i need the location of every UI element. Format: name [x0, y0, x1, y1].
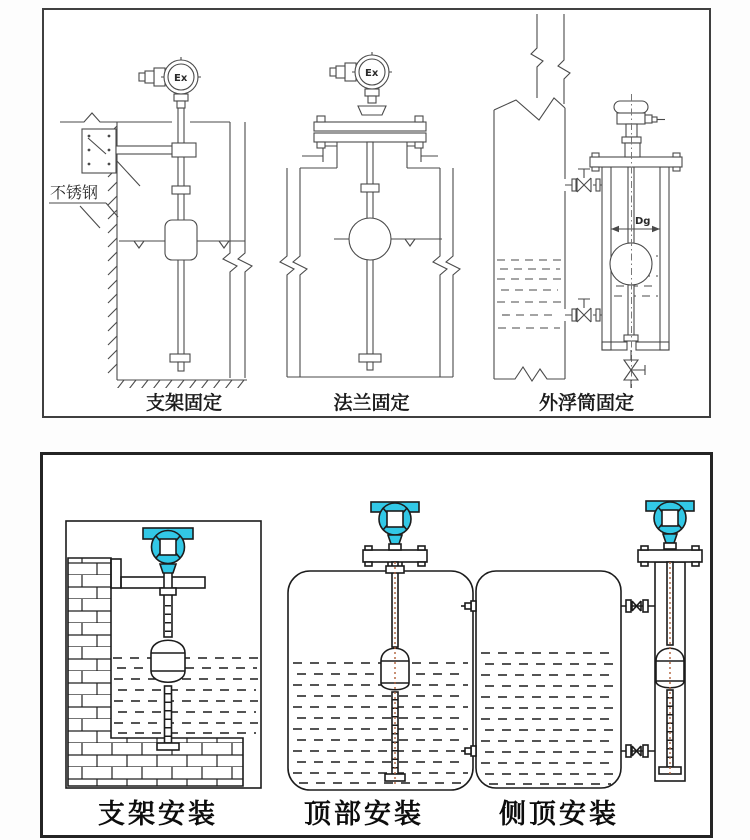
transmitter-neck	[388, 535, 402, 544]
transmitter	[143, 528, 193, 573]
end-stop	[624, 335, 638, 341]
end-stop	[157, 743, 179, 750]
diagram-external-chamber-fixing	[494, 14, 682, 388]
diagram-bracket-mounting	[66, 521, 261, 788]
isolation-valve-upper	[565, 169, 602, 192]
dimension-dg	[611, 216, 660, 232]
diagram-side-top-mounting	[461, 501, 702, 788]
tube-collar	[172, 186, 190, 194]
connecting-valve-upper	[621, 600, 655, 612]
support-shelf	[121, 577, 205, 588]
end-stub	[178, 362, 184, 371]
float	[165, 220, 197, 260]
arm-clamp	[172, 143, 196, 157]
tank	[476, 571, 621, 788]
transmitter-neck	[160, 564, 176, 573]
transmitter-neck	[663, 534, 677, 543]
caption-bracket-fixing: 支架固定	[145, 392, 222, 414]
end-stop	[170, 354, 190, 362]
guide-tube-upper	[628, 167, 634, 243]
connecting-valve-lower	[621, 745, 655, 757]
left-nozzle-upper	[461, 601, 476, 611]
diagram-bracket-fixing	[49, 57, 252, 388]
wall-mount-plate	[82, 129, 140, 186]
caption-top-mounting: 顶部安装	[304, 799, 424, 830]
ex-label: Ex	[174, 73, 188, 84]
sensor-tube	[164, 567, 172, 637]
ex-label: Ex	[365, 68, 379, 79]
tube-collar	[361, 184, 379, 192]
mounting-methods-drawing	[43, 455, 710, 797]
transmitter	[646, 501, 694, 549]
left-nozzle-lower	[461, 746, 476, 756]
caption-side-top-mounting: 侧顶安装	[499, 799, 619, 830]
tube-lower	[165, 686, 172, 743]
flange-boss	[358, 106, 386, 115]
shelf-bolt	[160, 588, 176, 595]
transmitter	[371, 502, 419, 550]
display-window	[662, 510, 678, 526]
end-stub	[367, 362, 373, 370]
tank-water	[497, 260, 562, 328]
end-stop	[359, 354, 381, 362]
dg-label: Dg	[635, 216, 651, 227]
bottom-diagram-panel	[40, 452, 713, 838]
diagram-top-mounting	[288, 502, 473, 790]
top-diagram-panel	[42, 8, 711, 418]
wire-guide	[392, 562, 398, 647]
drain-valve	[624, 350, 645, 388]
ball-float	[349, 218, 391, 260]
stainless-steel-label	[49, 183, 118, 228]
isolation-valve-lower	[565, 299, 602, 322]
water	[113, 658, 259, 733]
transmitter-head	[614, 101, 665, 157]
fixing-methods-drawing	[44, 10, 709, 388]
wall-bracket	[111, 559, 121, 588]
caption-external-chamber-fixing: 外浮筒固定	[538, 392, 634, 414]
svg-text:不锈钢: 不锈钢	[50, 183, 99, 202]
caption-flange-fixing: 法兰固定	[333, 392, 410, 414]
display-window	[160, 539, 176, 555]
water-level-marker	[405, 239, 415, 246]
transmitter-head-ex	[330, 52, 392, 115]
tank-walls	[494, 14, 570, 381]
float	[151, 640, 185, 682]
water	[481, 653, 617, 784]
diagram-flange-fixing	[280, 52, 460, 377]
display-window	[387, 511, 403, 527]
transmitter-head-ex	[139, 57, 201, 108]
caption-bracket-mounting: 支架安装	[98, 799, 218, 830]
